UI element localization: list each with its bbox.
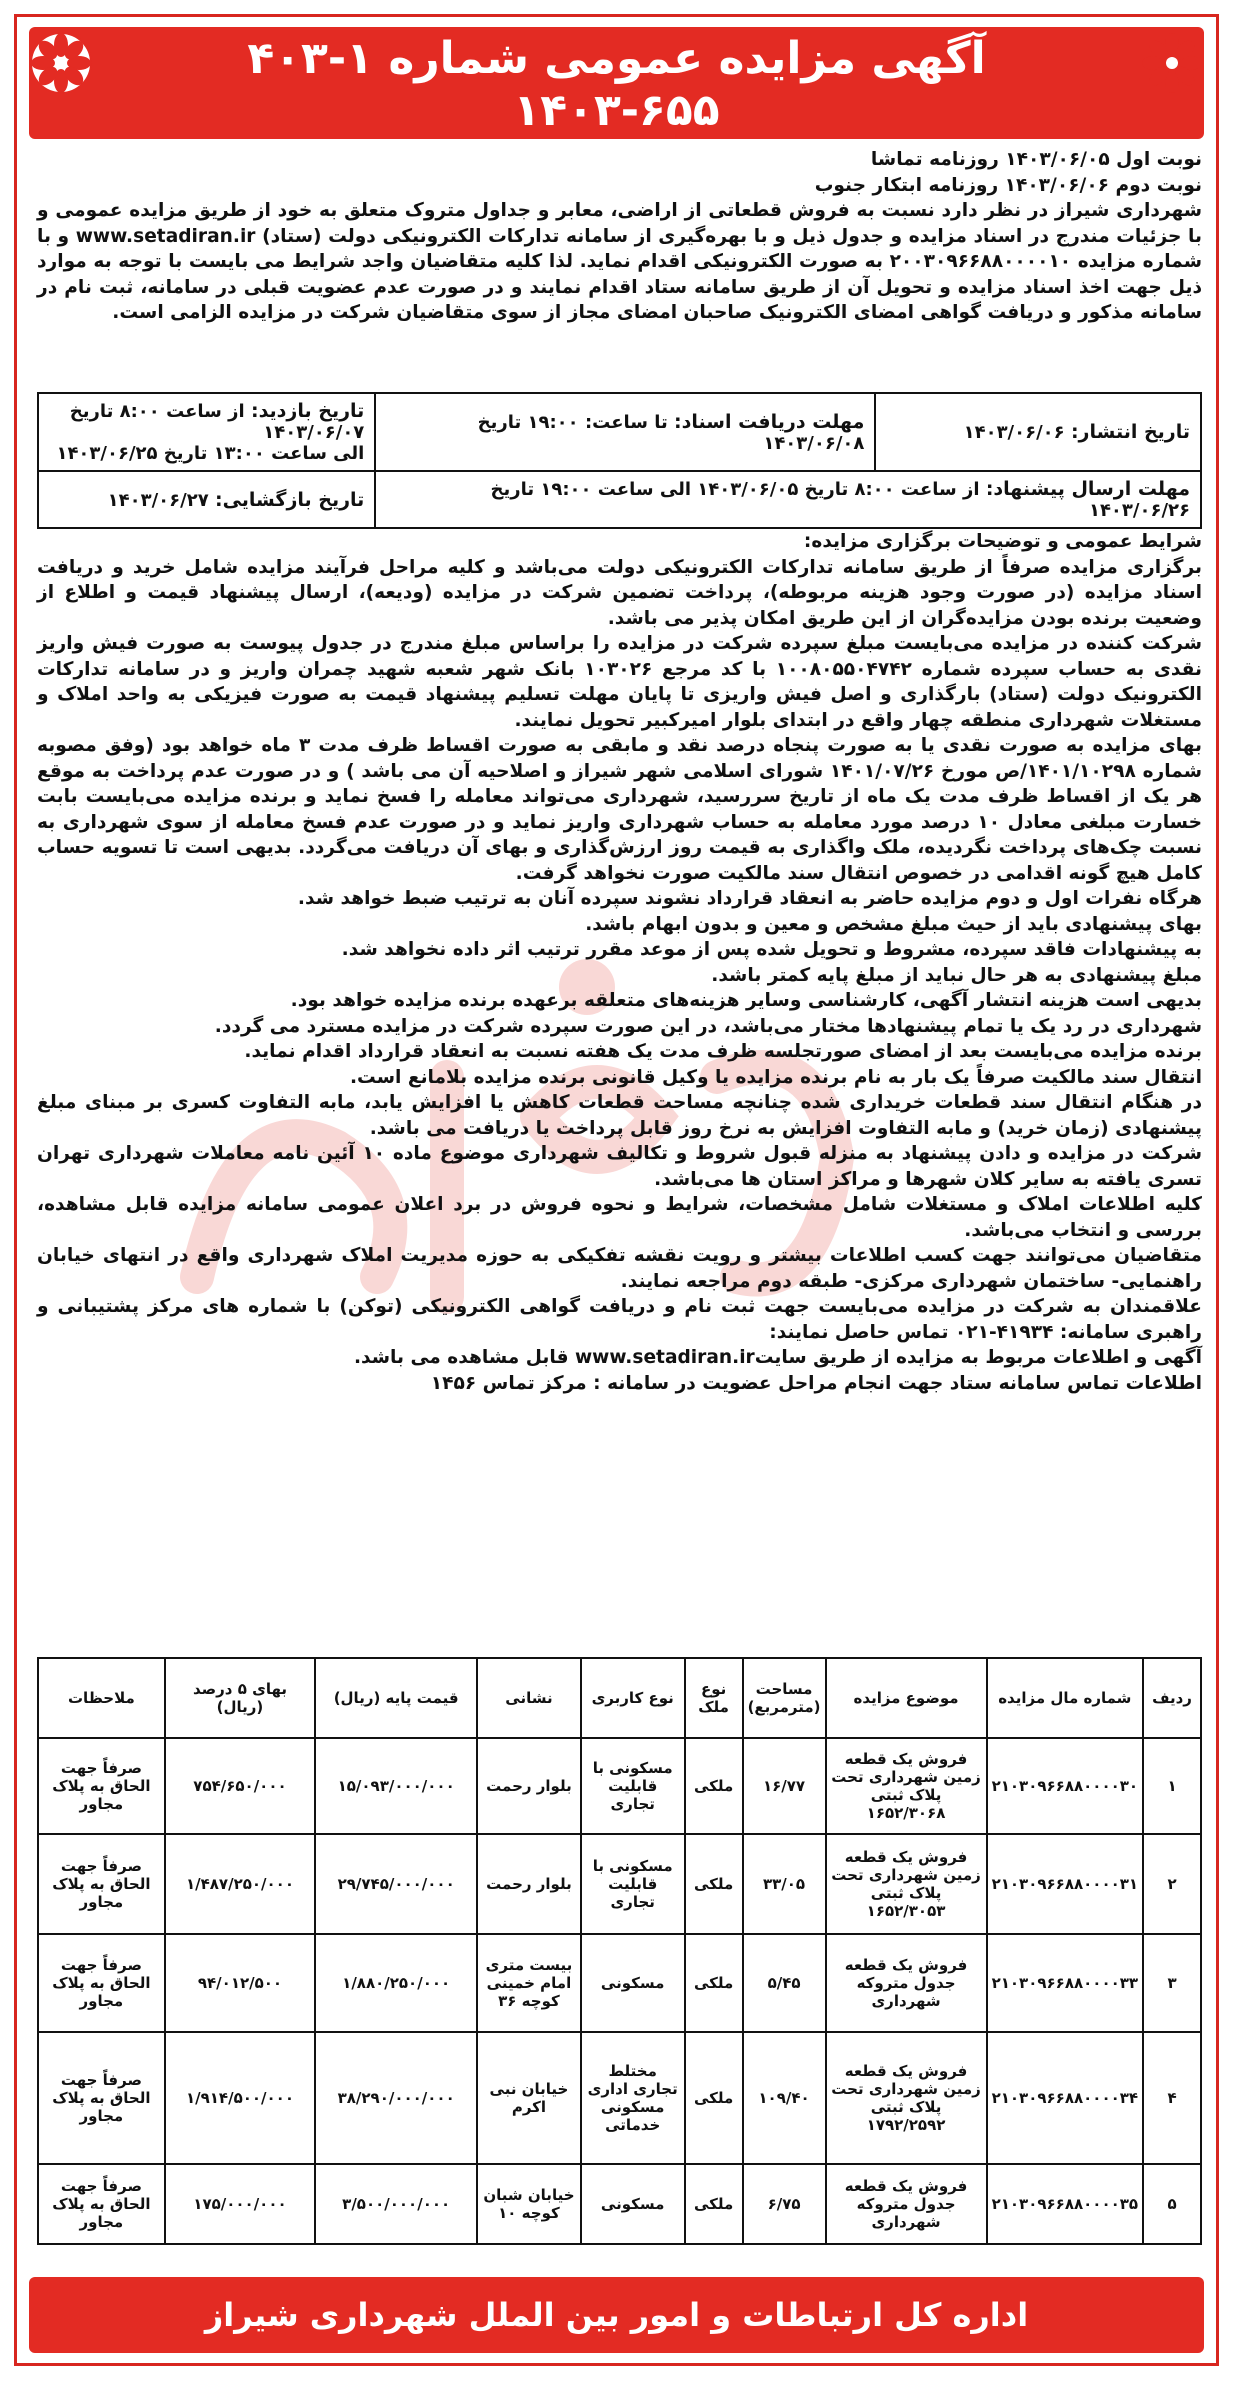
condition-item: شرکت در مزایده و دادن پیشنهاد به منزله قبول شروط و تکالیف شهرداری موضوع ماده ۱۰ آئین نامه معاملات شهرداری تهران تسری یافته به سایر کلان شهرها و مراکز استان ها می‌باشد. [37, 1143, 1202, 1190]
column-header: مساحت (مترمربع) [743, 1658, 826, 1738]
column-header: ردیف [1143, 1658, 1201, 1738]
condition-item: آگهی و اطلاعات مربوط به مزایده از طریق سایتwww.setadiran.ir قابل مشاهده می باشد. [353, 1347, 1202, 1368]
condition-item: مبلغ پیشنهادی به هر حال نباید از مبلغ پایه کمتر باشد. [711, 964, 1202, 986]
ad-header [29, 27, 1204, 139]
column-header: موضوع مزایده [826, 1658, 987, 1738]
condition-item: کلیه اطلاعات املاک و مستغلات شامل مشخصات، شرایط و نحوه فروش در برد اعلان عمومی سامانه مزایده قابل مشاهده، بررسی و انتخاب می‌باشد. [37, 1194, 1202, 1241]
condition-item: بهای مزایده به صورت نقدی یا به صورت پنجاه درصد نقد و مابقی به صورت اقساط ظرف مدت ۳ ماه خواهد بود (وفق مصوبه شماره ۱۴۰۱/۱۰۲۹۸/ص مورخ ۱۴۰۱/۰۷/۲۶ شورای اسلامی شهر شیراز و اصلاحیه آن می باشد ) و در صورت عدم پرداخت به موقع هر یک از اقساط ظرف مدت یک ماه از تاریخ سررسید، شهرداری می‌تواند معامله را فسخ نماید و برنده مزایده می‌بایست بابت خسارت مبلغی معادل ۱۰ درصد مورد معامله به حساب شهرداری واریز نماید و در صورت عدم فسخ معامله از سوی شهرداری به نسبت چک‌های پرداخت نگردیده، ملک واگذاری به قیمت روز ارزش‌گذاری و بهای آن دریافت می‌گردد. بدیهی است تا تسویه حساب کامل هیچ گونه اقدامی در خصوص انتقال سند مالکیت صورت نخواهد گرفت. [37, 735, 1203, 884]
condition-item: در هنگام انتقال سند قطعات خریداری شده چنانچه مساحت قطعات کاهش یا افزایش یابد، مابه التفاوت کسری بر مبنای مبلغ پیشنهادی (زمان خرید) و مابه التفاوت افزایش به نرخ روز قابل پرداخت یا دریافت می باشد. [37, 1092, 1202, 1139]
condition-item: بدیهی است هزینه انتشار آگهی، کارشناسی وسایر هزینه‌های متعلقه برعهده برنده مزایده خواهد بود. [290, 990, 1202, 1011]
conditions-heading: شرایط عمومی و توضیحات برگزاری مزایده: [803, 531, 1202, 552]
condition-item: برگزاری مزایده صرفاً از طریق سامانه تدارکات الکترونیکی دولت می‌باشد و کلیه مراحل فرآیند مزایده شامل خرید و دریافت اسناد مزایده (در صورت وجود هزینه مربوطه)، پرداخت تضمین شرکت در مزایده (ودیعه)، ارسال پیشنهاد قیمت و اطلاع از وضعیت برنده بودن مزایده‌گران از این طریق امکان پذیر می باشد. [37, 556, 1202, 629]
condition-item: بهای پیشنهادی باید از حیث مبلغ مشخص و معین و بدون ابهام باشد. [585, 913, 1202, 935]
ad-title: آگهی مزایده عمومی شماره ۱-۴۰۳ [247, 33, 986, 84]
column-header: ملاحظات [38, 1658, 165, 1738]
second-publication: نوبت دوم ۱۴۰۳/۰۶/۰۶ روزنامه ابتکار جنوب [814, 174, 1202, 196]
first-publication: نوبت اول ۱۴۰۳/۰۶/۰۵ روزنامه تماشا [870, 149, 1202, 170]
column-header: نوع کاربری [581, 1658, 685, 1738]
condition-item: متقاضیان می‌توانند جهت کسب اطلاعات بیشتر و رویت نقشه تفکیکی به حوزه مدیریت املاک شهرداری واقع در انتهای خیابان راهنمایی- ساختمان شهرداری مرکزی- طبقه دوم مراجعه نمایند. [37, 1245, 1202, 1292]
condition-item: اطلاعات تماس سامانه ستاد جهت انجام مراحل عضویت در سامانه : مرکز تماس ۱۴۵۶ [430, 1372, 1202, 1394]
visit-date-cell: تاریخ بازدید: از ساعت ۸:۰۰ تاریخ ۱۴۰۳/۰۶/۰۷ الی ساعت ۱۳:۰۰ تاریخ ۱۴۰۳/۰۶/۲۵ [38, 393, 375, 471]
table-header-row [38, 1658, 1201, 1738]
publish-date-cell: تاریخ انتشار: ۱۴۰۳/۰۶/۰۶ [875, 393, 1201, 471]
intro-paragraph: شهرداری شیراز در نظر دارد نسبت به فروش قطعاتی از اراضی، معابر و جداول متروک متعلق به خود از طریق مزایده عمومی و با جزئیات مندرج در اسناد مزایده و جدول ذیل و با بهره‌گیری از سامانه تدارکات الکترونیکی دولت (ستاد) www.setadiran.ir و با شماره مزایده ۲۰۰۳۰۹۶۶۸۸۰۰۰۰۱۰ به صورت الکترونیکی اقدام نماید. لذا کلیه متقاضیان واجد شرایط می بایست با توجه به موارد ذیل جهت اخذ اسناد مزایده و تحویل آن از طریق سامانه ستاد اقدام نمایند و در صورت عدم عضویت قبلی در سامانه، ثبت نام در سامانه مذکور و دریافت گواهی امضای الکترونیک صاحبان امضای مجاز از سوی متقاضیان شرکت در مزایده الزامی است. [37, 200, 1202, 323]
table-row: ۴ ۲۱۰۳۰۹۶۶۸۸۰۰۰۰۳۴ فروش یک قطعه زمین شهرداری تحت پلاک ثبتی ۱۷۹۲/۲۵۹۲ ۱۰۹/۴۰ ملکی مختلط تجاری اداری مسکونی خدماتی خیابان نبی اکرم ۳۸/۲۹۰/۰۰۰/۰۰۰ ۱/۹۱۴/۵۰۰/۰۰۰ صرفاً جهت الحاق به پلاک مجاور [38, 2032, 1201, 2164]
condition-item: شهرداری در رد یک یا تمام پیشنهادها مختار می‌باشد، در این صورت سپرده شرکت در مزایده مسترد می گردد. [214, 1015, 1202, 1037]
condition-item: به پیشنهادات فاقد سپرده، مشروط و تحویل شده پس از موعد مقرر ترتیب اثر داده نخواهد شد. [341, 939, 1202, 960]
submit-deadline-cell: مهلت ارسال پیشنهاد: از ساعت ۸:۰۰ تاریخ ۱۴۰۳/۰۶/۰۵ الی ساعت ۱۹:۰۰ تاریخ ۱۴۰۳/۰۶/۲۶ [375, 471, 1201, 528]
municipality-logo-icon [1122, 25, 1222, 125]
ad-number: ۱۴۰۳-۶۵۵ [513, 85, 720, 136]
table-row: ۳ ۲۱۰۳۰۹۶۶۸۸۰۰۰۰۳۳ فروش یک قطعه جدول متروکه شهرداری ۵/۴۵ ملکی مسکونی بیست متری امام خمینی کوچه ۳۶ ۱/۸۸۰/۲۵۰/۰۰۰ ۹۴/۰۱۲/۵۰۰ صرفاً جهت الحاق به پلاک مجاور [38, 1934, 1201, 2032]
intro-section [37, 147, 1202, 326]
table-row: ۵ ۲۱۰۳۰۹۶۶۸۸۰۰۰۰۳۵ فروش یک قطعه جدول متروکه شهرداری ۶/۷۵ ملکی مسکونی خیابان شبان کوچه ۱۰ ۳/۵۰۰/۰۰۰/۰۰۰ ۱۷۵/۰۰۰/۰۰۰ صرفاً جهت الحاق به پلاک مجاور [38, 2164, 1201, 2244]
condition-item: شرکت کننده در مزایده می‌بایست مبلغ سپرده شرکت در مزایده را براساس مبلغ مندرج در جدول پیوست به صورت فیش واریز نقدی به حساب سپرده شماره ۱۰۰۸۰۵۵۰۴۷۴۲ با کد مرجع ۱۰۳۰۲۶ بانک شهر شعبه شهید چمران واریز و در سامانه تدارکات الکترونیک دولت (ستاد) بارگذاری و اصل فیش واریزی تا پایان مهلت تسلیم پیشنهاد قیمت به صورت فیزیکی به واحد املاک و مستغلات شهرداری منطقه چهار واقع در ابتدای بلوار امیرکبیر تحویل نمایند. [37, 633, 1202, 731]
auction-items-table [37, 1657, 1202, 2245]
column-header: شماره مال مزایده [987, 1658, 1143, 1738]
opening-date-cell: تاریخ بازگشایی: ۱۴۰۳/۰۶/۲۷ [38, 471, 375, 528]
ad-page [14, 14, 1219, 2366]
municipality-logo-icon [11, 25, 111, 125]
condition-item: انتقال سند مالکیت صرفاً یک بار به نام برنده مزایده یا وکیل قانونی برنده مزایده بلامانع است. [349, 1066, 1202, 1088]
column-header: نشانی [477, 1658, 581, 1738]
table-row: ۲ ۲۱۰۳۰۹۶۶۸۸۰۰۰۰۳۱ فروش یک قطعه زمین شهرداری تحت پلاک ثبتی ۱۶۵۲/۳۰۵۳ ۳۳/۰۵ ملکی مسکونی با قابلیت تجاری بلوار رحمت ۲۹/۷۴۵/۰۰۰/۰۰۰ ۱/۴۸۷/۲۵۰/۰۰۰ صرفاً جهت الحاق به پلاک مجاور [38, 1834, 1201, 1934]
condition-item: برنده مزایده می‌بایست بعد از امضای صورتجلسه ظرف مدت یک هفته نسبت به انعقاد قرارداد اقدام نماید. [244, 1041, 1202, 1062]
dates-table [37, 392, 1202, 529]
docs-deadline-cell: مهلت دریافت اسناد: تا ساعت: ۱۹:۰۰ تاریخ ۱۴۰۳/۰۶/۰۸ [375, 393, 875, 471]
condition-item: هرگاه نفرات اول و دوم مزایده حاضر به انعقاد قرارداد نشوند سپرده آنان به ترتیب ضبط خواهد شد. [297, 888, 1202, 909]
condition-item: علاقمندان به شرکت در مزایده می‌بایست جهت ثبت نام و دریافت گواهی الکترونیکی (توکن) با شماره های مرکز پشتیبانی و راهبری سامانه: ۴۱۹۳۴-۰۲۱ تماس حاصل نمایند: [37, 1296, 1202, 1343]
footer-banner: اداره کل ارتباطات و امور بین الملل شهرداری شیراز [29, 2277, 1204, 2353]
column-header: قیمت پایه (ریال) [315, 1658, 477, 1738]
table-row: ۱ ۲۱۰۳۰۹۶۶۸۸۰۰۰۰۳۰ فروش یک قطعه زمین شهرداری تحت پلاک ثبتی ۱۶۵۲/۳۰۶۸ ۱۶/۷۷ ملکی مسکونی با قابلیت تجاری بلوار رحمت ۱۵/۰۹۳/۰۰۰/۰۰۰ ۷۵۴/۶۵۰/۰۰۰ صرفاً جهت الحاق به پلاک مجاور [38, 1738, 1201, 1834]
column-header: نوع ملک [685, 1658, 743, 1738]
column-header: بهای ۵ درصد (ریال) [165, 1658, 315, 1738]
conditions-section [37, 529, 1202, 1396]
